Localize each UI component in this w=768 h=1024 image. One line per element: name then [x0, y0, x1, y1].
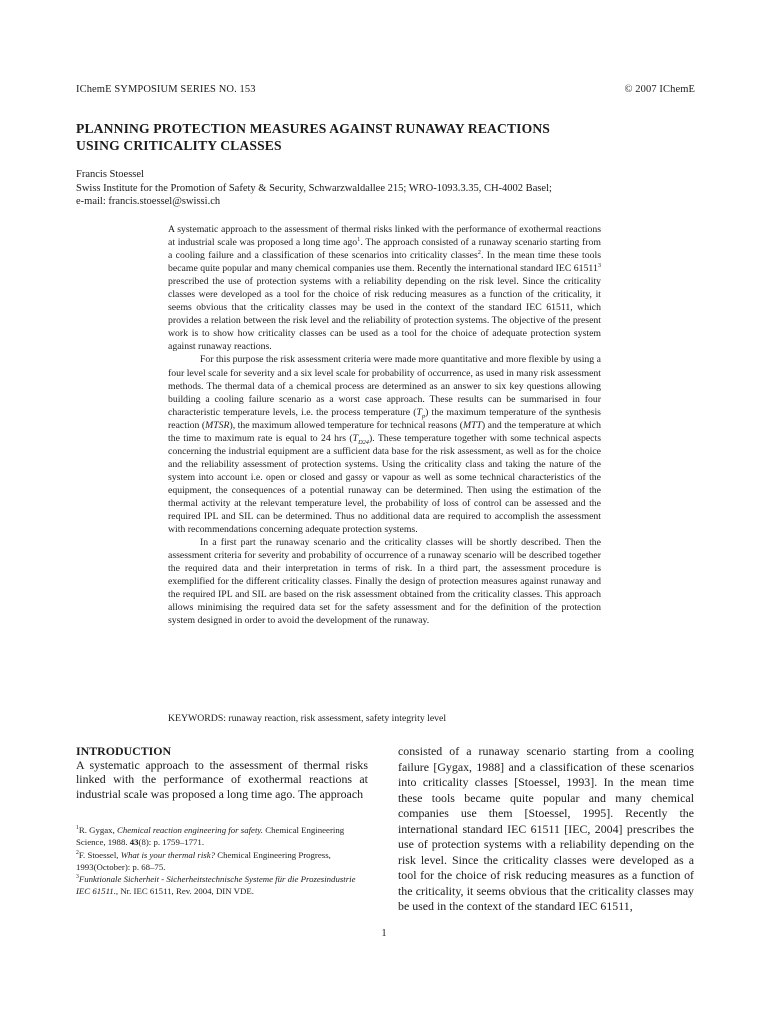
author-affiliation: Swiss Institute for the Promotion of Safety & Security, Schwarzwaldallee 215; WRO-1093.3.35, CH-4002 Basel;	[76, 182, 552, 194]
symbol-letter: T	[352, 432, 359, 444]
title-line-1: PLANNING PROTECTION MEASURES AGAINST RUNAWAY REACTIONS	[76, 121, 551, 136]
symbol-tp	[417, 407, 426, 418]
left-column	[76, 744, 368, 801]
footnote-title: What is your thermal risk?	[120, 849, 216, 860]
author-email: e-mail: francis.stoessel@swissi.ch	[76, 196, 221, 207]
abstract-text: ) and the temperature at which the time to maximum rate is equal to 24 hrs (	[168, 419, 601, 444]
footnote-text: F. Stoessel,	[78, 849, 121, 860]
keywords: KEYWORDS: runaway reaction, risk assessment, safety integrity level	[168, 713, 447, 724]
footnote-ref: 2	[477, 248, 481, 256]
symbol-mtsr: MTSR	[205, 419, 230, 431]
symbol-td24	[353, 433, 369, 444]
abstract-text: . In the mean time these tools became quite popular and many chemical companies use them. Recently the international standard IEC 61511	[168, 250, 602, 275]
footnote-ref: 3	[597, 261, 601, 269]
author-name: Francis Stoessel	[76, 169, 144, 180]
paper-title	[76, 121, 696, 154]
title-line-2: USING CRITICALITY CLASSES	[76, 137, 282, 153]
abstract-text: For this purpose the risk assessment criteria were made more quantitative and more flexible by using a four level scale for severity and a six level scale for probability of occurrence, as used in many risk assessment methods. The thermal data of a chemical process are determined as an answer to six key questions allowing building a cooling failure scenario as a worst case approach. These results can be summarised in four characteristic temperature levels, i.e. the process temperature (	[168, 354, 601, 418]
footnote-text: Chemical Engineering Science, 1988.	[76, 825, 345, 848]
footnote-title: Chemical reaction engineering for safety.	[116, 825, 264, 835]
running-header-copyright: © 2007 IChemE	[624, 84, 695, 95]
symbol-letter: T	[416, 406, 422, 418]
abstract-text: ) the maximum temperature of the synthesis reaction (	[168, 406, 601, 431]
abstract-text: A systematic approach to the assessment of thermal risks linked with the performance of exothermal reactions at industrial scale was proposed a long time ago	[168, 224, 601, 249]
abstract	[168, 223, 601, 627]
running-header-series: IChemE SYMPOSIUM SERIES NO. 153	[76, 84, 256, 95]
symbol-subscript: D24	[358, 438, 369, 446]
abstract-text: ), the maximum allowed temperature for technical reasons (	[229, 419, 463, 431]
footnote-volume: 43	[129, 837, 139, 848]
footnote-number: 3	[76, 874, 79, 881]
abstract-text: ). These temperature together with some technical aspects concerning the industrial equipment are a sufficient data base for the risk assessment, as well as for the choice and the reliability assessment of protection systems. Using the criticality class and taking the nature of the system into account i.e. open or closed and gassy or vapour as well as some technical characteristics of the equipment, the consequences of a potential runaway can be determined. Then using the estimation of the thermal activity at the relevant temperature level, the probability of loss of control can be assessed and the required IPL and SIL can be determined. Thus no additional data are required to accomplish the assessment with recommendations concerning adequate protection systems.	[168, 432, 602, 536]
right-column	[398, 744, 694, 915]
footnote-ref: 1	[357, 235, 361, 243]
footnote-number: 1	[76, 825, 79, 832]
footnote-text: Chemical Engineering Progress, 1993(October): p. 68–75.	[76, 849, 331, 872]
author-block	[76, 168, 701, 209]
introduction-text-left: A systematic approach to the assessment of thermal risks linked with the performance of exothermal reactions at industrial scale was proposed a long time ago. The approach	[76, 758, 368, 801]
abstract-paragraph-3: In a first part the runaway scenario and the criticality classes will be shortly described. Then the assessment criteria for severity and probability of occurrence of a runaway scenario will be described together the required data and their interpretation in terms of risk. In a third part, the assessment procedure is exemplified for the different criticality classes. Finally the design of protection measures against runaway and the required IPL and SIL are based on the risk assessment obtained from the criticality classes. This approach allows minimising the required data set for the safety assessment and for the definition of the protection system designed in order to avoid the development of the runaway.	[168, 537, 601, 627]
symbol-subscript: p	[421, 412, 426, 420]
symbol-mtt: MTT	[462, 419, 482, 431]
section-heading-introduction: INTRODUCTION	[76, 744, 172, 758]
introduction-text-right: consisted of a runaway scenario starting from a cooling failure [Gygax, 1988] and a classification of these scenarios into criticality classes [Stoessel, 1993]. In the mean time these tools became quite popular and many chemical companies use them [Stoessel, 1995]. Recently the international standard IEC 61511 [IEC, 2004] prescribes the use of protection systems with a reliability depending on the risk level. Since the criticality classes were developed as a tool for the choice of risk reducing measures as a function of the criticality, it seems obvious that the criticality classes may be used in the context of the standard IEC 61511,	[398, 744, 694, 913]
footnote-number: 2	[76, 849, 79, 856]
footnote-1	[76, 824, 368, 849]
abstract-text: . The approach consisted of a runaway scenario starting from a cooling failure and a classification of these scenarios into criticality classes	[168, 237, 602, 262]
footnote-text: R. Gygax,	[78, 825, 117, 835]
footnote-text: (8): p. 1759–1771.	[138, 837, 205, 848]
footnote-title: Funktionale Sicherheit - Sicherheitstechnische Systeme für die Prozesindustrie IEC 61511.	[76, 874, 356, 897]
abstract-paragraph-1	[168, 223, 601, 353]
abstract-paragraph-2	[168, 353, 601, 536]
page-number: 1	[381, 928, 387, 939]
abstract-text: prescribed the use of protection systems with a reliability depending on the risk level. Since the criticality classes were developed as a tool for the choice of risk reducing measures as a function of the criticality, it seems obvious that the criticality classes may be used in the context of the standard IEC 61511, which provides a relation between the risk level and the reliability of protection systems. The objective of the present work is to show how criticality classes can be used as a tool for the choice of adequate protection system against runaway reactions.	[168, 276, 601, 353]
footnote-2	[76, 849, 368, 874]
footnote-3	[76, 873, 368, 898]
footnote-text: , Nr. IEC 61511, Rev. 2004, DIN VDE.	[115, 886, 254, 897]
footnotes	[76, 824, 368, 898]
